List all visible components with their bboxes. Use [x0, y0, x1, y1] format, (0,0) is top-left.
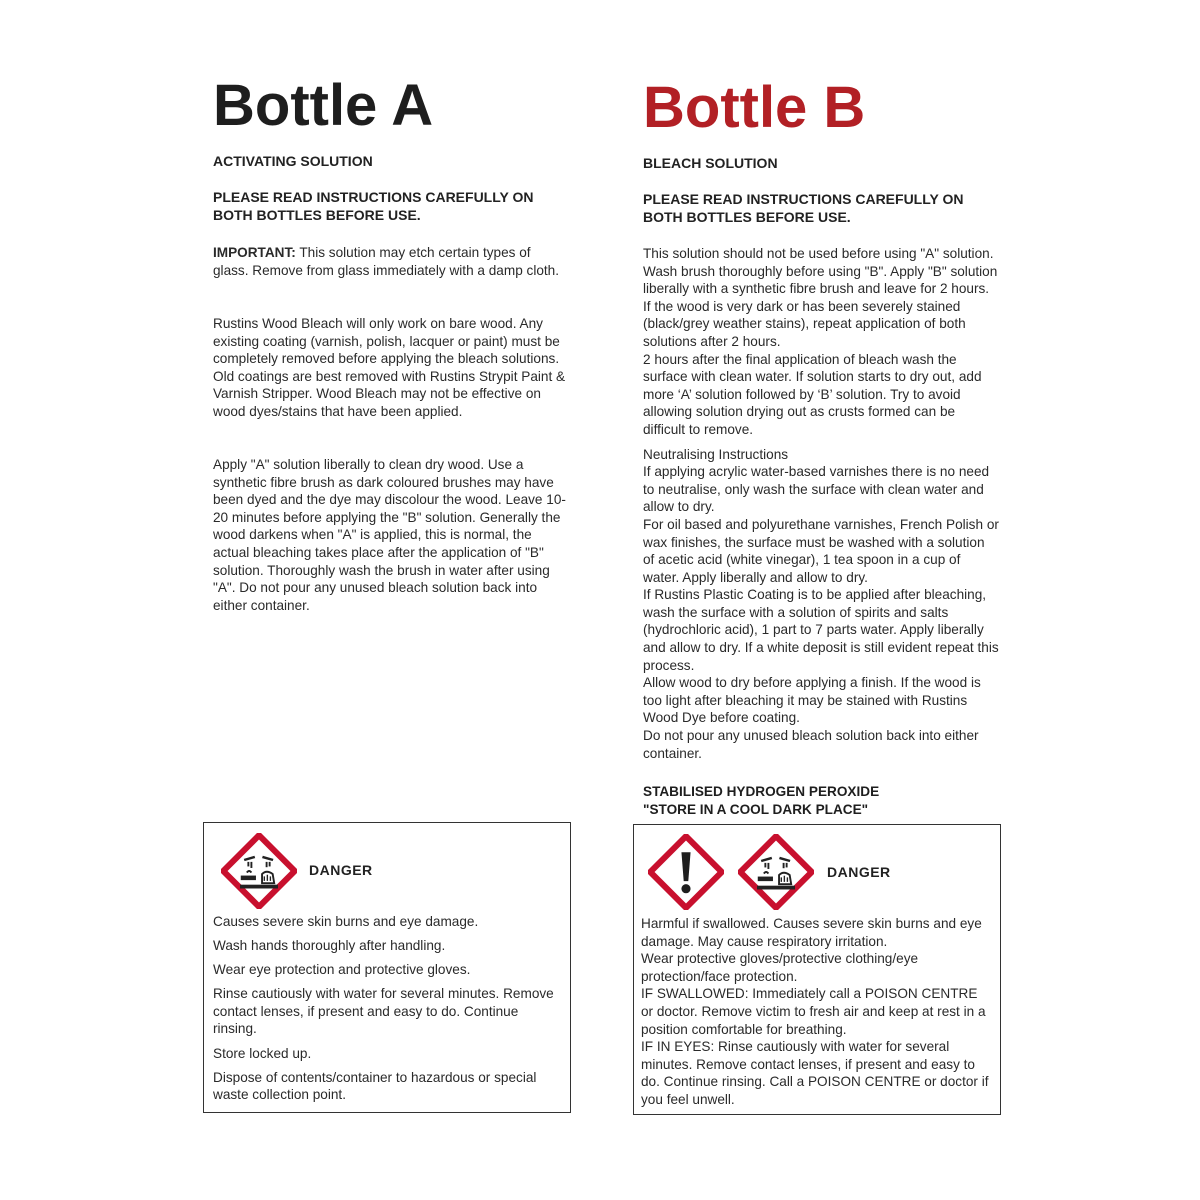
bottle-a-title: Bottle A [213, 73, 434, 138]
storage-line-2: "STORE IN A COOL DARK PLACE" [643, 801, 869, 817]
bottle-b-instructions [643, 245, 999, 762]
hazard-statement: Causes severe skin burns and eye damage. [213, 914, 479, 929]
hazard-statement: Dispose of contents/container to hazardous or special waste collection point. [213, 1069, 537, 1103]
bottle-a-hazard-box [203, 822, 571, 1113]
important-text: This solution may etch certain types of glass. Remove from glass immediately with a damp cloth. [213, 245, 560, 278]
bottle-b-signal-word: DANGER [827, 864, 891, 880]
bottle-b-paragraph-2: 2 hours after the final application of bleach wash the surface with clean water. If solution starts to dry out, add more ‘A’ solution followed by ‘B’ solution. Try to avoid allowing solution drying out as crusts formed can be difficult to remove. [643, 351, 982, 437]
important-label: IMPORTANT: [213, 245, 296, 260]
hazard-statement: Harmful if swallowed. Causes severe skin burns and eye damage. May cause respiratory irritation. [641, 916, 982, 949]
neutralising-paragraph-5: Do not pour any unused bleach solution back into either container. [643, 728, 979, 761]
hazard-statement: Wash hands thoroughly after handling. [213, 938, 446, 954]
bottle-b-hazard-box [633, 824, 1001, 1115]
neutralising-paragraph-2: For oil based and polyurethane varnishes, French Polish or wax finishes, the surface must be washed with a solution of acetic acid (white vinegar), 1 tea spoon in a cup of water. Apply liberally and allow to dry. [643, 516, 999, 585]
corrosive-icon [221, 833, 297, 909]
neutralising-heading: Neutralising Instructions [643, 446, 789, 462]
exclamation-mark-icon [648, 834, 724, 910]
bottle-a-hazard-statements [213, 913, 563, 1110]
hazard-statement: IF SWALLOWED: Immediately call a POISON CENTRE or doctor. Remove victim to fresh air and keep at rest in a position comfortable for breathing. [641, 986, 986, 1037]
bottle-b-hazard-statements [641, 915, 993, 1109]
bottle-a-important-paragraph [213, 244, 569, 279]
storage-line-1: STABILISED HYDROGEN PEROXIDE [643, 784, 880, 799]
bottle-a-paragraph-2: Rustins Wood Bleach will only work on bare wood. Any existing coating (varnish, polish, lacquer or paint) must be completely removed before applying the bleach solutions. Old coatings are best removed with Rustins Strypit Paint & Varnish Stripper. Wood Bleach may not be effective on wood dyes/stains that have been applied. [213, 316, 566, 419]
hazard-statement: Wear eye protection and protective gloves. [213, 962, 471, 978]
bottle-b-storage-notice [643, 783, 999, 818]
bottle-a-signal-word: DANGER [309, 862, 373, 878]
bottle-b-subtitle: BLEACH SOLUTION [643, 155, 778, 171]
neutralising-paragraph-3: If Rustins Plastic Coating is to be applied after bleaching, wash the surface with a solution of spirits and salts (hydrochloric acid), 1 part to 7 parts water. Apply liberally and allow to dry. If a white deposit is still evident repeat this process. [643, 587, 999, 673]
hazard-statement: IF IN EYES: Rinse cautiously with water for several minutes. Remove contact lenses, if present and easy to do. Continue rinsing. Call a POISON CENTRE or doctor if you feel unwell. [641, 1039, 989, 1107]
hazard-statement: Wear protective gloves/protective clothing/eye protection/face protection. [641, 951, 919, 984]
bottle-b-title: Bottle B [643, 75, 866, 140]
bottle-a-subtitle: ACTIVATING SOLUTION [213, 153, 373, 169]
bottle-b-read-notice: PLEASE READ INSTRUCTIONS CAREFULLY ON BOTH BOTTLES BEFORE USE. [643, 191, 964, 225]
corrosive-icon [738, 834, 814, 910]
neutralising-paragraph-1: If applying acrylic water-based varnishes there is no need to neutralise, only wash the surface with clean water and allow to dry. [643, 464, 990, 515]
hazard-statement: Store locked up. [213, 1045, 312, 1061]
bottle-b-paragraph-1: This solution should not be used before using "A" solution. Wash brush thoroughly before using "B". Apply "B" solution liberally with a synthetic fibre brush and leave for 2 hours. If the wood is very dark or has been severely stained (black/grey weather stains), repeat application of both solutions after 2 hours. [643, 246, 998, 349]
bottle-a-read-notice: PLEASE READ INSTRUCTIONS CAREFULLY ON BOTH BOTTLES BEFORE USE. [213, 189, 534, 223]
neutralising-paragraph-4: Allow wood to dry before applying a finish. If the wood is too light after bleaching it may be stained with Rustins Wood Dye before coating. [643, 675, 981, 726]
hazard-statement: Rinse cautiously with water for several minutes. Remove contact lenses, if present and easy to do. Continue rinsing. [213, 986, 554, 1037]
bottle-a-paragraph-3: Apply "A" solution liberally to clean dry wood. Use a synthetic fibre brush as dark coloured brushes may have been dyed and the dye may discolour the wood. Leave 10-20 minutes before applying the "B" solution. Generally the wood darkens when "A" is applied, this is normal, the actual bleaching takes place after the application of "B" solution. Thoroughly wash the brush in water after using "A". Do not pour any unused bleach solution back into either container. [213, 457, 566, 613]
